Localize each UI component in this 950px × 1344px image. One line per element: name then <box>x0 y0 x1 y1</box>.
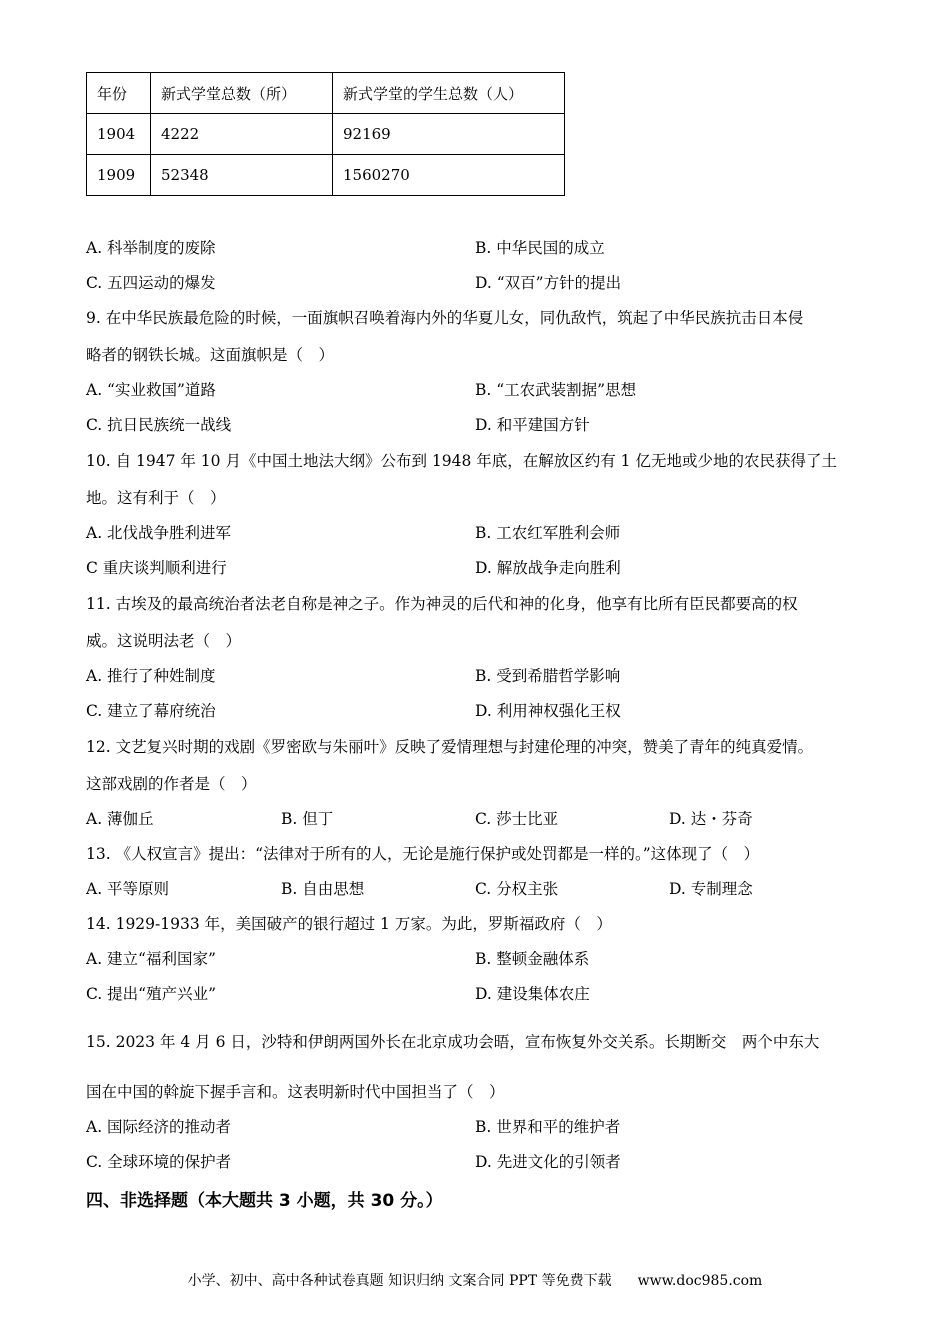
q13-stem-line1: 13. 《人权宣言》提出：“法律对于所有的人，无论是施行保护或处罚都是一样的。”这体现了（ ） <box>86 845 760 863</box>
q13-option-b: B. 自由思想 <box>281 880 365 898</box>
q12-option-c: C. 莎士比亚 <box>475 810 559 828</box>
table-cell: 92169 <box>333 114 565 155</box>
q9-option-b: B. “工农武装割据”思想 <box>475 381 637 399</box>
q9-option-d: D. 和平建国方针 <box>475 416 590 434</box>
q11-option-d: D. 利用神权强化王权 <box>475 702 621 720</box>
page-footer <box>0 1270 950 1290</box>
q10-option-d: D. 解放战争走向胜利 <box>475 559 621 577</box>
q10-option-c: C 重庆谈判顺利进行 <box>86 559 227 577</box>
school-statistics-table <box>86 72 565 196</box>
table-cell: 1560270 <box>333 155 565 196</box>
table-cell: 1909 <box>87 155 151 196</box>
q9-stem-line1: 9. 在中华民族最危险的时候，一面旗帜召唤着海内外的华夏儿女，同仇敌忾，筑起了中华民族抗击日本侵 <box>86 309 804 327</box>
q8-option-c: C. 五四运动的爆发 <box>86 274 216 292</box>
q8-option-d: D. “双百”方针的提出 <box>475 274 622 292</box>
q13-option-a: A. 平等原则 <box>86 880 170 898</box>
q13-option-c: C. 分权主张 <box>475 880 559 898</box>
q10-stem-line2: 地。这有利于（ ） <box>86 489 226 507</box>
q12-stem-line1: 12. 文艺复兴时期的戏剧《罗密欧与朱丽叶》反映了爱情理想与封建伦理的冲突，赞美了青年的纯真爱情。 <box>86 738 814 756</box>
table-header-cell: 新式学堂总数（所） <box>151 73 333 114</box>
q9-option-a: A. “实业救国”道路 <box>86 381 216 399</box>
q10-option-b: B. 工农红军胜利会师 <box>475 524 621 542</box>
q11-option-a: A. 推行了种姓制度 <box>86 667 216 685</box>
table-header-cell: 年份 <box>87 73 151 114</box>
table-header-row <box>87 73 565 114</box>
q11-option-c: C. 建立了幕府统治 <box>86 702 216 720</box>
q15-option-c: C. 全球环境的保护者 <box>86 1153 232 1171</box>
table-row <box>87 155 565 196</box>
section-four-heading: 四、非选择题（本大题共 3 小题，共 30 分。） <box>86 1191 443 1211</box>
q11-stem-line2: 威。这说明法老（ ） <box>86 632 242 650</box>
table-cell: 1904 <box>87 114 151 155</box>
q10-option-a: A. 北伐战争胜利进军 <box>86 524 232 542</box>
q13-option-d: D. 专制理念 <box>669 880 753 898</box>
footer-text: 小学、初中、高中各种试卷真题 知识归纳 文案合同 PPT 等免费下载 <box>187 1273 612 1289</box>
q15-stem-line2: 国在中国的斡旋下握手言和。这表明新时代中国担当了（ ） <box>86 1083 505 1101</box>
q14-option-d: D. 建设集体农庄 <box>475 985 590 1003</box>
q15-option-a: A. 国际经济的推动者 <box>86 1118 232 1136</box>
q9-stem-line2: 略者的钢铁长城。这面旗帜是（ ） <box>86 346 335 364</box>
q14-option-c: C. 提出“殖产兴业” <box>86 985 217 1003</box>
q11-option-b: B. 受到希腊哲学影响 <box>475 667 621 685</box>
table-cell: 52348 <box>151 155 333 196</box>
q14-stem-line1: 14. 1929-1933 年，美国破产的银行超过 1 万家。为此，罗斯福政府（ ） <box>86 915 612 933</box>
q10-stem-line1: 10. 自 1947 年 10 月《中国土地法大纲》公布到 1948 年底，在解放区约有 1 亿无地或少地的农民获得了土 <box>86 452 837 470</box>
q8-option-b: B. 中华民国的成立 <box>475 239 605 257</box>
q9-option-c: C. 抗日民族统一战线 <box>86 416 232 434</box>
q15-option-b: B. 世界和平的维护者 <box>475 1118 621 1136</box>
q12-option-d: D. 达・芬奇 <box>669 810 753 828</box>
footer-url-link[interactable]: www.doc985.com <box>637 1273 763 1289</box>
q15-stem-line1: 15. 2023 年 4 月 6 日，沙特和伊朗两国外长在北京成功会晤，宣布恢复外交关系。长期断交 两个中东大 <box>86 1033 820 1051</box>
q11-stem-line1: 11. 古埃及的最高统治者法老自称是神之子。作为神灵的后代和神的化身，他享有比所有臣民都要高的权 <box>86 595 798 613</box>
table-row <box>87 114 565 155</box>
q15-option-d: D. 先进文化的引领者 <box>475 1153 621 1171</box>
q14-option-b: B. 整顿金融体系 <box>475 950 590 968</box>
table-cell: 4222 <box>151 114 333 155</box>
q14-option-a: A. 建立“福利国家” <box>86 950 216 968</box>
q8-option-a: A. 科举制度的废除 <box>86 239 216 257</box>
q12-option-a: A. 薄伽丘 <box>86 810 154 828</box>
q12-stem-line2: 这部戏剧的作者是（ ） <box>86 775 257 793</box>
q12-option-b: B. 但丁 <box>281 810 334 828</box>
table-header-cell: 新式学堂的学生总数（人） <box>333 73 565 114</box>
